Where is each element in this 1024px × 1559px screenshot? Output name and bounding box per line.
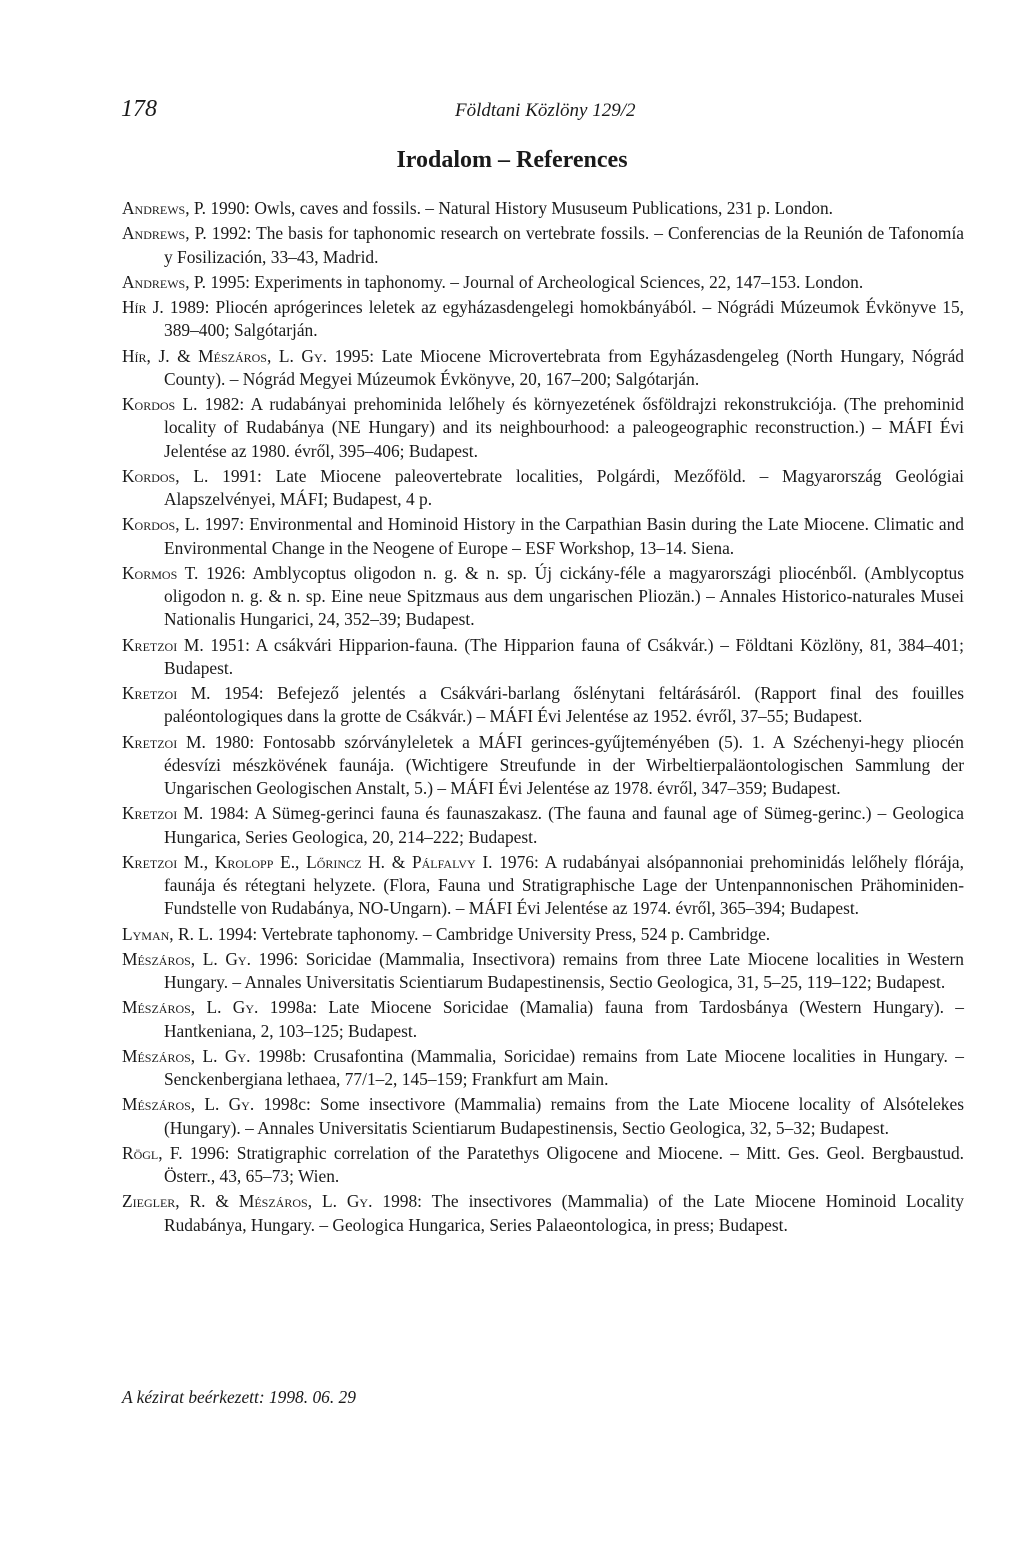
- reference-entry: [122, 996, 964, 1043]
- reference-entry: [122, 851, 964, 921]
- reference-text: 1982: A rudabányai prehominida lelőhely és környezetének ősföldrajzi rekonstrukciója. (The prehominid locality of Rudabánya (NE Hungary) and its neighbourhood: a paleogeographic reconstruction.) – MÁFI Évi Jelentése az 1980. évről, 395–406; Budapest.: [164, 394, 964, 461]
- reference-entry: [122, 296, 964, 343]
- reference-text: 1976: A rudabányai alsópannoniai prehominidás lelőhely flórája, faunája és rétegtani helyzete. (Flora, Fauna und Stratigraphische Lage der Untenpannonischen Prähominiden-Fundstelle von Rudabánya, NO-Ungarn). – MÁFI Évi Jelentése az 1974. évről, 365–394; Budapest.: [164, 851, 964, 919]
- reference-text: 1984: A Sümeg-gerinci fauna és faunaszakasz. (The fauna and faunal age of Sümeg-gerinc.) – Geologica Hungarica, Series Geologica, 20, 214–222; Budapest.: [164, 803, 964, 847]
- reference-entry: [122, 465, 964, 512]
- reference-entry: [122, 1190, 964, 1237]
- reference-text: 1994: Vertebrate taphonomy. – Cambridge University Press, 524 p. Cambridge.: [213, 923, 771, 944]
- reference-entry: [122, 271, 964, 294]
- reference-text: 1951: A csákvári Hipparion-fauna. (The Hipparion fauna of Csákvár.) – Földtani Közlöny, 81, 384–401; Budapest.: [164, 634, 964, 678]
- reference-text: 1954: Befejező jelentés a Csákvári-barlang őslénytani feltárásáról. (Rapport final des fouilles paléontologiques dans la grotte de Csákvár.) – MÁFI Évi Jelentése az 1952. évről, 37–55; Budapest.: [164, 683, 965, 727]
- reference-author: Andrews, P.: [122, 223, 207, 244]
- reference-entry: [122, 345, 964, 392]
- reference-text: 1990: Owls, caves and fossils. – Natural History Mususeum Publications, 231 p. London.: [206, 198, 833, 218]
- reference-text: 1998: The insectivores (Mammalia) of the Late Miocene Hominoid Locality Rudabánya, Hungary. – Geologica Hungarica, Series Palaeontologica, in press; Budapest.: [164, 1191, 964, 1235]
- reference-author: Kretzoi M.: [122, 731, 206, 752]
- reference-author: Kordos L.: [122, 394, 198, 414]
- reference-author: Hír J.: [122, 297, 164, 317]
- reference-text: 1998c: Some insectivore (Mammalia) remains from the Late Miocene locality of Alsótelekes (Hungary). – Annales Universitatis Scientiarum Budapestinensis, Sectio Geologica, 32, 5–32; Budapest.: [164, 1094, 964, 1138]
- reference-author: Kretzoi M., Krolopp E., Lőrincz H. & Pálfalvy I.: [122, 851, 493, 872]
- reference-author: Andrews, P.: [122, 271, 207, 292]
- reference-text: 1997: Environmental and Hominoid History in the Carpathian Basin during the Late Miocene. Climatic and Environmental Change in the Neogene of Europe – ESF Workshop, 13–14. Siena.: [164, 514, 965, 558]
- reference-text: 1995: Experiments in taphonomy. – Journal of Archeological Sciences, 22, 147–153. London.: [206, 271, 864, 292]
- reference-author: Kordos, L.: [122, 465, 209, 486]
- reference-text: 1989: Pliocén aprógerinces leletek az egyházasdengelegi homokbányából. – Nógrádi Múzeumok Évkönyve 15, 389–400; Salgótarján.: [163, 297, 964, 341]
- reference-text: 1980: Fontosabb szórványleletek a MÁFI gerinces-gyűjteményében (5). 1. A Széchenyi-hegy pliocén édesvízi mészkövének faunája. (Wichtigere Streufunde in der Wirbeltierpaläontologischen Sammlung der Ungarischen Geologischen Anstalt, 5.) – MÁFI Évi Jelentése az 1978. évről, 347–359; Budapest.: [164, 731, 965, 798]
- reference-entry: [122, 923, 964, 946]
- reference-text: 1998a: Late Miocene Soricidae (Mamalia) fauna from Tardosbánya (Western Hungary). – Hantkeniana, 2, 103–125; Budapest.: [164, 997, 964, 1041]
- reference-entry: [122, 948, 964, 995]
- reference-entry: [122, 802, 964, 849]
- reference-text: 1996: Soricidae (Mammalia, Insectivora) remains from three Late Miocene localities in Western Hungary. – Annales Universitatis Scientiarum Budapestinensis, Sectio Geologica, 31, 5–25, 119–122; Budapest.: [164, 948, 964, 992]
- received-date: A kézirat beérkezett: 1998. 06. 29: [122, 1387, 356, 1407]
- page-number: 178: [121, 96, 157, 122]
- reference-author: Kretzoi M.: [122, 634, 204, 655]
- reference-text: 1991: Late Miocene paleovertebrate localities, Polgárdi, Mezőföld. – Magyarország Geológiai Alapszelvényei, MÁFI; Budapest, 4 p.: [164, 465, 964, 509]
- reference-author: Lyman, R. L.: [122, 923, 214, 944]
- reference-entry: [122, 222, 964, 269]
- reference-author: Kormos T.: [122, 562, 199, 583]
- reference-entry: [122, 682, 964, 729]
- journal-title: Földtani Közlöny 129/2: [455, 100, 636, 121]
- reference-author: Kretzoi M.: [122, 803, 204, 824]
- reference-entry: [122, 1093, 964, 1140]
- reference-text: 1926: Amblycoptus oligodon n. g. & n. sp. Új cickány-féle a magyarországi pliocénből. (Amblycoptus oligodon n. g. & n. sp. Eine neue Spitzmaus aus dem ungarischen Pliozän.) – Annales Historico-naturales Musei Nationalis Hungarici, 24, 352–39; Budapest.: [164, 562, 964, 630]
- reference-author: Kretzoi M.: [122, 683, 211, 703]
- reference-entry: [122, 634, 964, 681]
- reference-author: Mészáros, L. Gy.: [122, 948, 251, 969]
- reference-entry: [122, 562, 964, 632]
- reference-entry: [122, 731, 964, 801]
- reference-text: 1992: The basis for taphonomic research on vertebrate fossils. – Conferencias de la Reunión de Tafonomía y Fosilización, 33–43, Madrid.: [164, 223, 965, 267]
- reference-author: Andrews, P.: [122, 198, 207, 218]
- reference-author: Mészáros, L. Gy.: [122, 997, 259, 1018]
- reference-author: Kordos, L.: [122, 514, 200, 535]
- reference-text: 1998b: Crusafontina (Mammalia, Soricidae) remains from Late Miocene localities in Hungary. – Senckenbergiana lethaea, 77/1–2, 145–159; Frankfurt am Main.: [164, 1045, 964, 1089]
- reference-entry: [122, 1142, 964, 1189]
- reference-entry: [122, 197, 964, 220]
- reference-author: Hír, J. & Mészáros, L. Gy.: [122, 345, 327, 366]
- reference-list: [122, 197, 964, 1237]
- reference-entry: [122, 1045, 964, 1092]
- reference-text: 1996: Stratigraphic correlation of the Paratethys Oligocene and Miocene. – Mitt. Ges. Geol. Bergbaustud. Österr., 43, 65–73; Wien.: [164, 1142, 964, 1186]
- reference-author: Mészáros, L. Gy.: [122, 1094, 255, 1115]
- reference-entry: [122, 513, 964, 560]
- reference-entry: [122, 393, 964, 463]
- reference-author: Rögl, F.: [122, 1142, 183, 1163]
- reference-author: Ziegler, R. & Mészáros, L. Gy.: [122, 1191, 373, 1212]
- section-title: Irodalom – References: [396, 147, 628, 173]
- reference-text: 1995: Late Miocene Microvertebrata from Egyházasdengeleg (North Hungary, Nógrád County). – Nógrád Megyei Múzeumok Évkönyve, 20, 167–200; Salgótarján.: [164, 345, 964, 389]
- reference-author: Mészáros, L. Gy.: [122, 1045, 251, 1066]
